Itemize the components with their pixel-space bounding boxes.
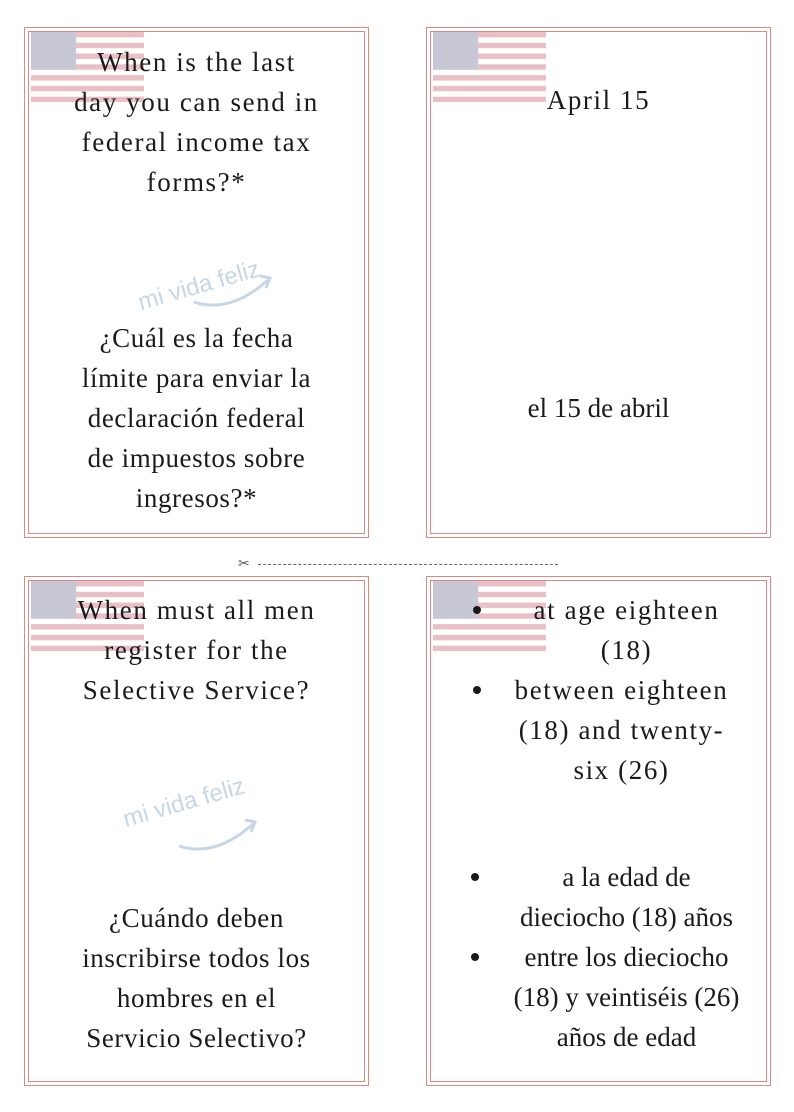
cut-line [238, 555, 558, 573]
watermark-arrow-icon [175, 806, 265, 856]
flashcard-answer-selective-service [426, 576, 771, 1086]
answer-english-list [427, 590, 770, 790]
watermark-text: mi vida feliz [120, 772, 248, 833]
bullet-icon [471, 873, 479, 881]
flashcard-answer-tax-deadline [426, 27, 771, 538]
question-english: When is the last day you can send in federal income tax forms?* [74, 47, 319, 197]
list-item: between eighteen (18) and twenty- six (26) [427, 670, 770, 790]
scissors-icon: ✂ [238, 556, 250, 572]
bullet-icon [473, 686, 481, 694]
answer-spanish: el 15 de abril [527, 393, 670, 423]
question-spanish: ¿Cuál es la fecha límite para enviar la declaración federal de impuestos sobre ingresos?* [81, 323, 312, 513]
bullet-icon [471, 953, 479, 961]
bullet-icon [473, 606, 481, 614]
watermark-text: mi vida feliz [135, 255, 263, 316]
answer-spanish-list [427, 857, 770, 1057]
watermark-arrow-icon [190, 262, 280, 312]
question-english: When must all men register for the Selective Service? [77, 595, 316, 705]
dashed-divider [258, 564, 558, 565]
question-spanish: ¿Cuándo deben inscribirse todos los hombres en el Servicio Selectivo? [82, 903, 311, 1053]
answer-english: April 15 [546, 85, 651, 115]
list-item: a la edad de dieciocho (18) años [427, 857, 770, 937]
list-item: at age eighteen (18) [427, 590, 770, 670]
list-item: entre los dieciocho (18) y veintiséis (26) años de edad [427, 937, 770, 1057]
